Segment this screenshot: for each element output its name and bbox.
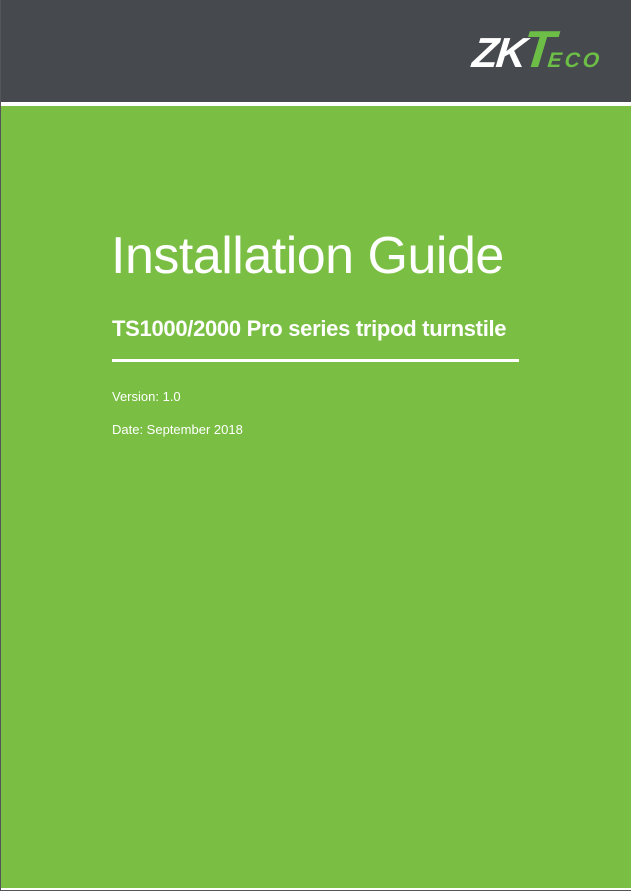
green-cover-panel: [1, 106, 631, 888]
header-band: [1, 0, 631, 102]
subtitle-divider-rule: [112, 359, 519, 362]
version-label: Version: 1.0: [112, 389, 181, 404]
page-left-border: [0, 0, 1, 891]
document-subtitle: TS1000/2000 Pro series tripod turnstile: [112, 316, 507, 341]
date-label: Date: September 2018: [112, 422, 243, 437]
document-title: Installation Guide: [111, 227, 504, 285]
logo-eco-text: ECO: [546, 49, 604, 72]
logo-zk-text: ZK: [469, 29, 527, 76]
logo-t-text: T: [519, 21, 558, 79]
zkteco-logo: [469, 21, 606, 79]
